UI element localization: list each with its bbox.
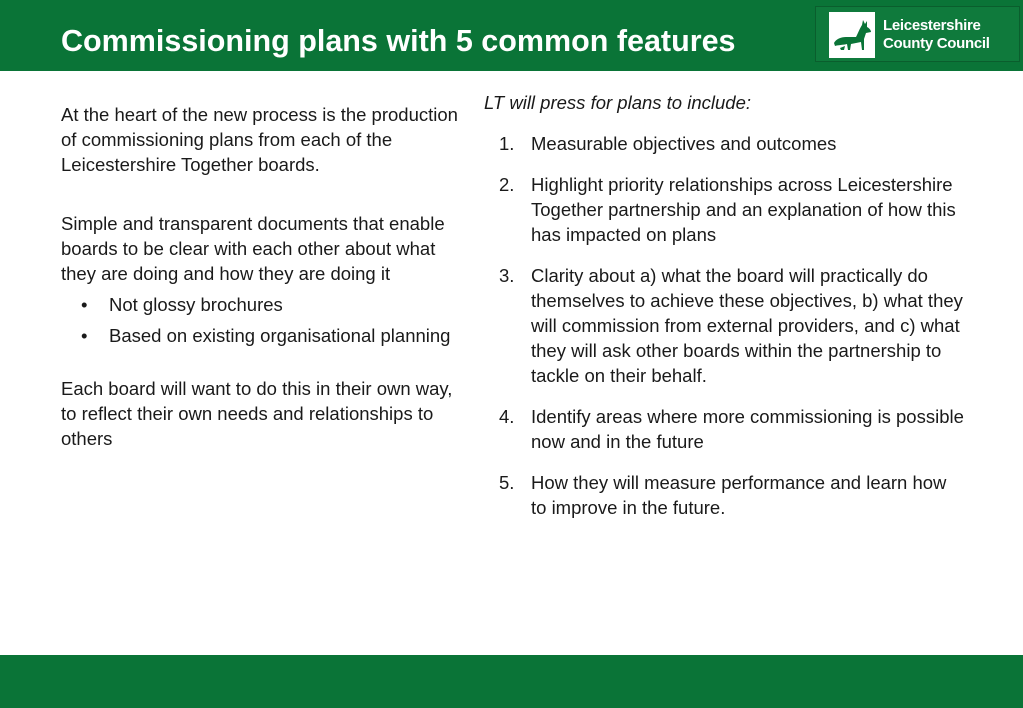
paragraph-intro: At the heart of the new process is the production of commissioning plans from each of the Leicestershire Together boards. xyxy=(61,104,458,175)
item-number: 1. xyxy=(499,133,515,154)
numbered-item xyxy=(484,404,964,454)
item-text: Highlight priority relationships across Leicestershire Together partnership and an explanation of how this has impacted on plans xyxy=(531,174,956,245)
council-logo xyxy=(815,6,1020,62)
footer-bar xyxy=(0,655,1023,708)
logo-line-2: County Council xyxy=(883,35,990,52)
bullet-icon: • xyxy=(81,325,88,346)
bullet-text: Based on existing organisational planning xyxy=(109,325,451,346)
item-number: 2. xyxy=(499,174,515,195)
left-column xyxy=(61,102,461,451)
numbered-item xyxy=(484,131,964,156)
paragraph-transparent-documents: Simple and transparent documents that enable boards to be clear with each other about what they are doing and how they are doing it xyxy=(61,213,445,284)
paragraph-each-board: Each board will want to do this in their own way, to reflect their own needs and relationships to others xyxy=(61,378,453,449)
numbered-item xyxy=(484,172,964,247)
item-number: 3. xyxy=(499,265,515,286)
bullet-text: Not glossy brochures xyxy=(109,294,283,315)
item-text: Identify areas where more commissioning is possible now and in the future xyxy=(531,406,964,452)
bullet-icon: • xyxy=(81,294,88,315)
item-number: 5. xyxy=(499,472,515,493)
fox-icon xyxy=(829,12,875,58)
logo-wordmark xyxy=(883,17,990,53)
bullet-item xyxy=(61,292,461,317)
numbered-item xyxy=(484,470,964,520)
logo-line-1: Leicestershire xyxy=(883,17,981,34)
item-text: Clarity about a) what the board will practically do themselves to achieve these objectives, b) what they will commission from external providers, and c) what they will ask other boards within the partnership to tackle on their behalf. xyxy=(531,265,963,386)
numbered-item xyxy=(484,263,964,388)
bullet-list xyxy=(61,292,461,348)
item-number: 4. xyxy=(499,406,515,427)
item-text: How they will measure performance and learn how to improve in the future. xyxy=(531,472,947,518)
item-text: Measurable objectives and outcomes xyxy=(531,133,837,154)
bullet-item xyxy=(61,323,461,348)
slide-title: Commissioning plans with 5 common features xyxy=(61,24,736,58)
right-column xyxy=(484,90,964,536)
list-intro: LT will press for plans to include: xyxy=(484,92,751,113)
numbered-list xyxy=(484,131,964,520)
